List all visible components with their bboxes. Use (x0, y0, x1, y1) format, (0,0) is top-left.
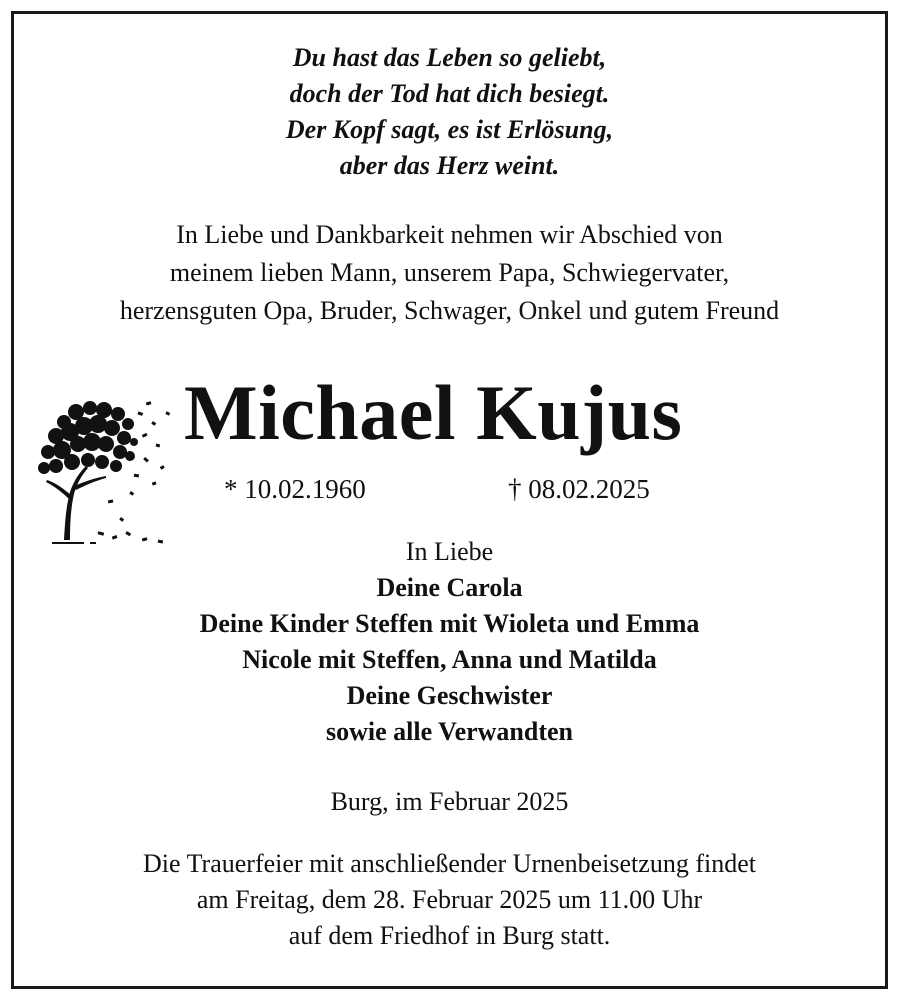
signers-block (0, 534, 899, 750)
death-date: † 08.02.2025 (508, 474, 650, 504)
deceased-name: Michael Kujus (184, 369, 683, 456)
poem (0, 40, 899, 184)
intro-line-1: In Liebe und Dankbarkeit nehmen wir Abschied von (176, 220, 723, 249)
signer-line: Deine Geschwister (346, 681, 553, 710)
intro-text (0, 216, 899, 330)
birth-date: * 10.02.1960 (224, 474, 366, 504)
poem-line-1: Du hast das Leben so geliebt, (292, 43, 607, 72)
signer-line: sowie alle Verwandten (326, 717, 573, 746)
poem-line-3: Der Kopf sagt, es ist Erlösung, (285, 115, 614, 144)
signer-line: Deine Kinder Steffen mit Wioleta und Emma (199, 609, 700, 638)
intro-line-2: meinem lieben Mann, unserem Papa, Schwiegervater, (169, 258, 730, 287)
ceremony-line-2: am Freitag, dem 28. Februar 2025 um 11.00 Uhr (196, 885, 703, 914)
place-date: Burg, im Februar 2025 (330, 787, 569, 816)
intro-line-3: herzensguten Opa, Bruder, Schwager, Onkel und gutem Freund (119, 296, 780, 325)
ceremony-line-3: auf dem Friedhof in Burg statt. (288, 921, 611, 950)
signers-heading: In Liebe (405, 537, 494, 566)
signer-line: Nicole mit Steffen, Anna und Matilda (242, 645, 657, 674)
poem-line-2: doch der Tod hat dich besiegt. (289, 79, 610, 108)
signer-line: Deine Carola (376, 573, 523, 602)
ceremony-info (0, 846, 899, 954)
poem-line-4: aber das Herz weint. (339, 151, 560, 180)
tree-blowing-leaves-icon (34, 382, 174, 552)
ceremony-line-1: Die Trauerfeier mit anschließender Urnenbeisetzung findet (143, 849, 756, 878)
